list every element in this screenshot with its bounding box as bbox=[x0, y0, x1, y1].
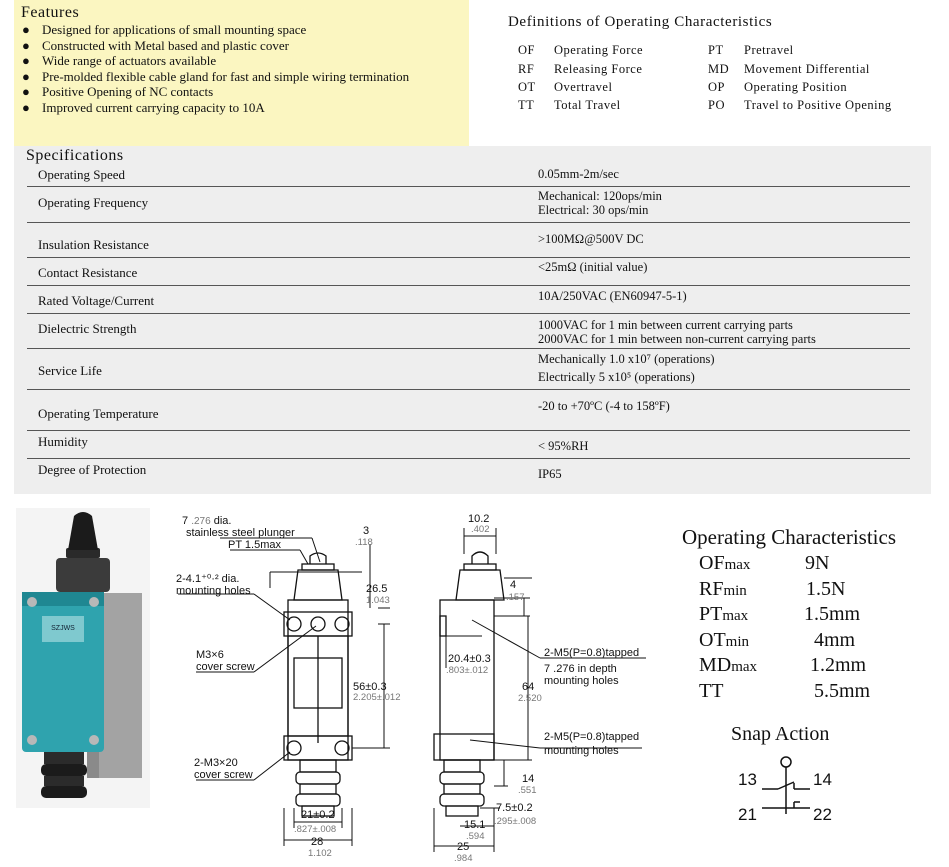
features-panel bbox=[14, 0, 469, 152]
oc-row: OTmin 4mm bbox=[699, 629, 856, 651]
limit-switch-photo bbox=[16, 508, 150, 808]
front-view-drawing bbox=[170, 508, 420, 863]
bullet-icon: ● bbox=[22, 68, 30, 84]
dim-15-1-inch: .594 bbox=[466, 831, 485, 842]
cover-screw-m3x20: 2-M3×20 bbox=[194, 757, 238, 769]
definition-item: PO Travel to Positive Opening bbox=[708, 98, 892, 112]
bullet-icon: ● bbox=[22, 53, 30, 69]
operating-characteristics-title: Operating Characteristics bbox=[682, 525, 896, 549]
tapped-holes-label-1: mounting holes bbox=[544, 675, 619, 687]
dim-56-inch: 2.205±.012 bbox=[353, 692, 401, 703]
feature-item: ● Designed for applications of small mounting space bbox=[22, 22, 307, 37]
spec-row bbox=[27, 164, 910, 187]
tapped-holes-2: 2-M5(P=0.8)tapped bbox=[544, 731, 640, 743]
terminal-21: 21 bbox=[738, 805, 757, 824]
spec-row bbox=[27, 431, 910, 459]
dim-14-inch: .551 bbox=[518, 785, 537, 796]
dim-7-5: 7.5±0.2 bbox=[496, 802, 533, 814]
spec-label: Degree of Protection bbox=[38, 462, 147, 477]
bullet-icon: ● bbox=[22, 99, 30, 115]
spec-value: Electrically 5 x10⁵ (operations) bbox=[538, 370, 695, 384]
side-view-drawing bbox=[420, 508, 675, 863]
pretravel-label: PT 1.5max bbox=[228, 539, 281, 551]
snap-action-symbol bbox=[758, 752, 814, 824]
dim-21: 21±0.2 bbox=[301, 809, 335, 821]
dim-14: 14 bbox=[522, 773, 535, 785]
spec-value: -20 to +70ºC (-4 to 158ºF) bbox=[538, 399, 670, 413]
feature-item: ● Constructed with Metal based and plastic cover bbox=[22, 37, 289, 53]
spec-row bbox=[27, 286, 910, 314]
photo-brand-label: SZJWS bbox=[51, 625, 75, 632]
tapped-holes-label-2: mounting holes bbox=[544, 745, 619, 757]
oc-row: TT 5.5mm bbox=[699, 680, 871, 702]
plunger-label: stainless steel plunger bbox=[186, 527, 295, 539]
dim-4: 4 bbox=[510, 579, 517, 591]
features-title: Features bbox=[21, 4, 80, 21]
spec-label: Operating Temperature bbox=[38, 406, 159, 421]
terminal-13: 13 bbox=[738, 770, 757, 789]
definition-item: PT Pretravel bbox=[708, 43, 794, 57]
mounting-hole-icon bbox=[335, 617, 349, 631]
spec-row bbox=[27, 223, 910, 258]
mounting-holes-dim: 2-4.1⁺⁰·² dia. bbox=[176, 573, 240, 585]
terminal-14: 14 bbox=[813, 770, 832, 789]
cover-screw-icon bbox=[335, 741, 349, 755]
dim-25: 25 bbox=[457, 841, 470, 853]
dim-25-inch: .984 bbox=[454, 853, 473, 863]
spec-value: 0.05mm-2m/sec bbox=[538, 167, 619, 181]
spec-value: 2000VAC for 1 min between non-current carrying parts bbox=[538, 332, 816, 346]
spec-label: Operating Speed bbox=[38, 167, 126, 182]
spec-label: Dielectric Strength bbox=[38, 321, 137, 336]
spec-value: Electrical: 30 ops/min bbox=[538, 203, 649, 217]
spec-value: <25mΩ (initial value) bbox=[538, 260, 648, 274]
spec-row bbox=[27, 390, 910, 431]
dim-56: 56±0.3 bbox=[353, 681, 387, 693]
bullet-icon: ● bbox=[22, 37, 30, 53]
mounting-hole-icon bbox=[311, 617, 325, 631]
dim-26-5-inch: 1.043 bbox=[366, 595, 390, 606]
oc-row: MDmax 1.2mm bbox=[699, 654, 867, 676]
dim-15-1: 15.1 bbox=[464, 819, 486, 831]
dim-28-inch: 1.102 bbox=[308, 848, 332, 859]
spec-row bbox=[27, 314, 910, 349]
dim-28: 28 bbox=[311, 836, 324, 848]
plunger-dia-text: dia. bbox=[213, 515, 232, 527]
spec-label: Insulation Resistance bbox=[38, 237, 149, 252]
svg-text:7 .276 dia. bbox=[182, 515, 231, 527]
oc-row: PTmax 1.5mm bbox=[699, 603, 861, 625]
spec-value: < 95%RH bbox=[538, 439, 589, 453]
dim-64: 64 bbox=[522, 681, 535, 693]
dim-26-5: 26.5 bbox=[366, 583, 388, 595]
tapped-depth: 7 .276 in depth bbox=[544, 663, 617, 675]
specifications-title: Specifications bbox=[26, 147, 124, 164]
dim-64-inch: 2.520 bbox=[518, 693, 542, 704]
bullet-icon: ● bbox=[22, 22, 30, 37]
spec-label: Service Life bbox=[38, 363, 102, 378]
definition-item: RF Releasing Force bbox=[518, 62, 643, 76]
dim-3-inch: .118 bbox=[355, 537, 373, 548]
definition-item: OT Overtravel bbox=[518, 80, 613, 94]
bullet-icon: ● bbox=[22, 84, 30, 100]
dim-20-4-inch: .803±.012 bbox=[446, 665, 489, 676]
spec-label: Humidity bbox=[38, 434, 88, 449]
plunger-dim: 7 bbox=[182, 515, 189, 527]
spec-label: Rated Voltage/Current bbox=[38, 293, 155, 308]
spec-value: Mechanically 1.0 x10⁷ (operations) bbox=[538, 352, 715, 366]
dim-4-inch: .157 bbox=[506, 592, 525, 603]
feature-item: ● Pre-molded flexible cable gland for fast and simple wiring termination bbox=[22, 68, 410, 84]
mounting-holes-label: mounting holes bbox=[176, 585, 251, 597]
features-list bbox=[22, 22, 409, 116]
dim-10-2: 10.2 bbox=[468, 513, 490, 525]
actuator-icon bbox=[781, 757, 791, 767]
definition-item: TT Total Travel bbox=[518, 98, 621, 112]
spec-row bbox=[27, 459, 910, 487]
definitions-title: Definitions of Operating Characteristics bbox=[508, 14, 773, 30]
dim-21-inch: .827±.008 bbox=[294, 824, 337, 835]
oc-row: OFmax 9N bbox=[699, 552, 830, 574]
plunger-dim-inch: .276 bbox=[191, 516, 211, 527]
cover-screw-label: cover screw bbox=[196, 661, 255, 673]
spec-label: Contact Resistance bbox=[38, 265, 138, 280]
spec-label: Operating Frequency bbox=[38, 195, 149, 210]
spec-value: >100MΩ@500V DC bbox=[538, 232, 644, 246]
tapped-holes-1: 2-M5(P=0.8)tapped bbox=[544, 647, 640, 659]
dim-10-2-inch: .402 bbox=[471, 524, 490, 535]
feature-item: ● Wide range of actuators available bbox=[22, 53, 217, 69]
cover-screw-label-2: cover screw bbox=[194, 769, 253, 781]
dim-3: 3 bbox=[363, 525, 370, 537]
definition-item: MD Movement Differential bbox=[708, 62, 870, 76]
feature-item: ● Positive Opening of NC contacts bbox=[22, 84, 214, 100]
oc-row: RFmin 1.5N bbox=[699, 578, 846, 600]
spec-value: IP65 bbox=[538, 467, 562, 481]
spec-row bbox=[27, 187, 910, 223]
cover-screw-m3x6: M3×6 bbox=[196, 649, 224, 661]
dim-7-5-inch: .295±.008 bbox=[494, 816, 537, 827]
spec-row bbox=[27, 258, 910, 286]
spec-value: Mechanical: 120ops/min bbox=[538, 189, 662, 203]
spec-value: 10A/250VAC (EN60947-5-1) bbox=[538, 289, 687, 303]
spec-row bbox=[27, 349, 910, 390]
feature-item: ● Improved current carrying capacity to 10A bbox=[22, 99, 265, 115]
terminal-22: 22 bbox=[813, 805, 832, 824]
snap-action-title: Snap Action bbox=[731, 723, 830, 745]
definition-item: OF Operating Force bbox=[518, 43, 644, 57]
definition-item: OP Operating Position bbox=[708, 80, 848, 94]
spec-value: 1000VAC for 1 min between current carrying parts bbox=[538, 318, 793, 332]
dim-20-4: 20.4±0.3 bbox=[448, 653, 491, 665]
